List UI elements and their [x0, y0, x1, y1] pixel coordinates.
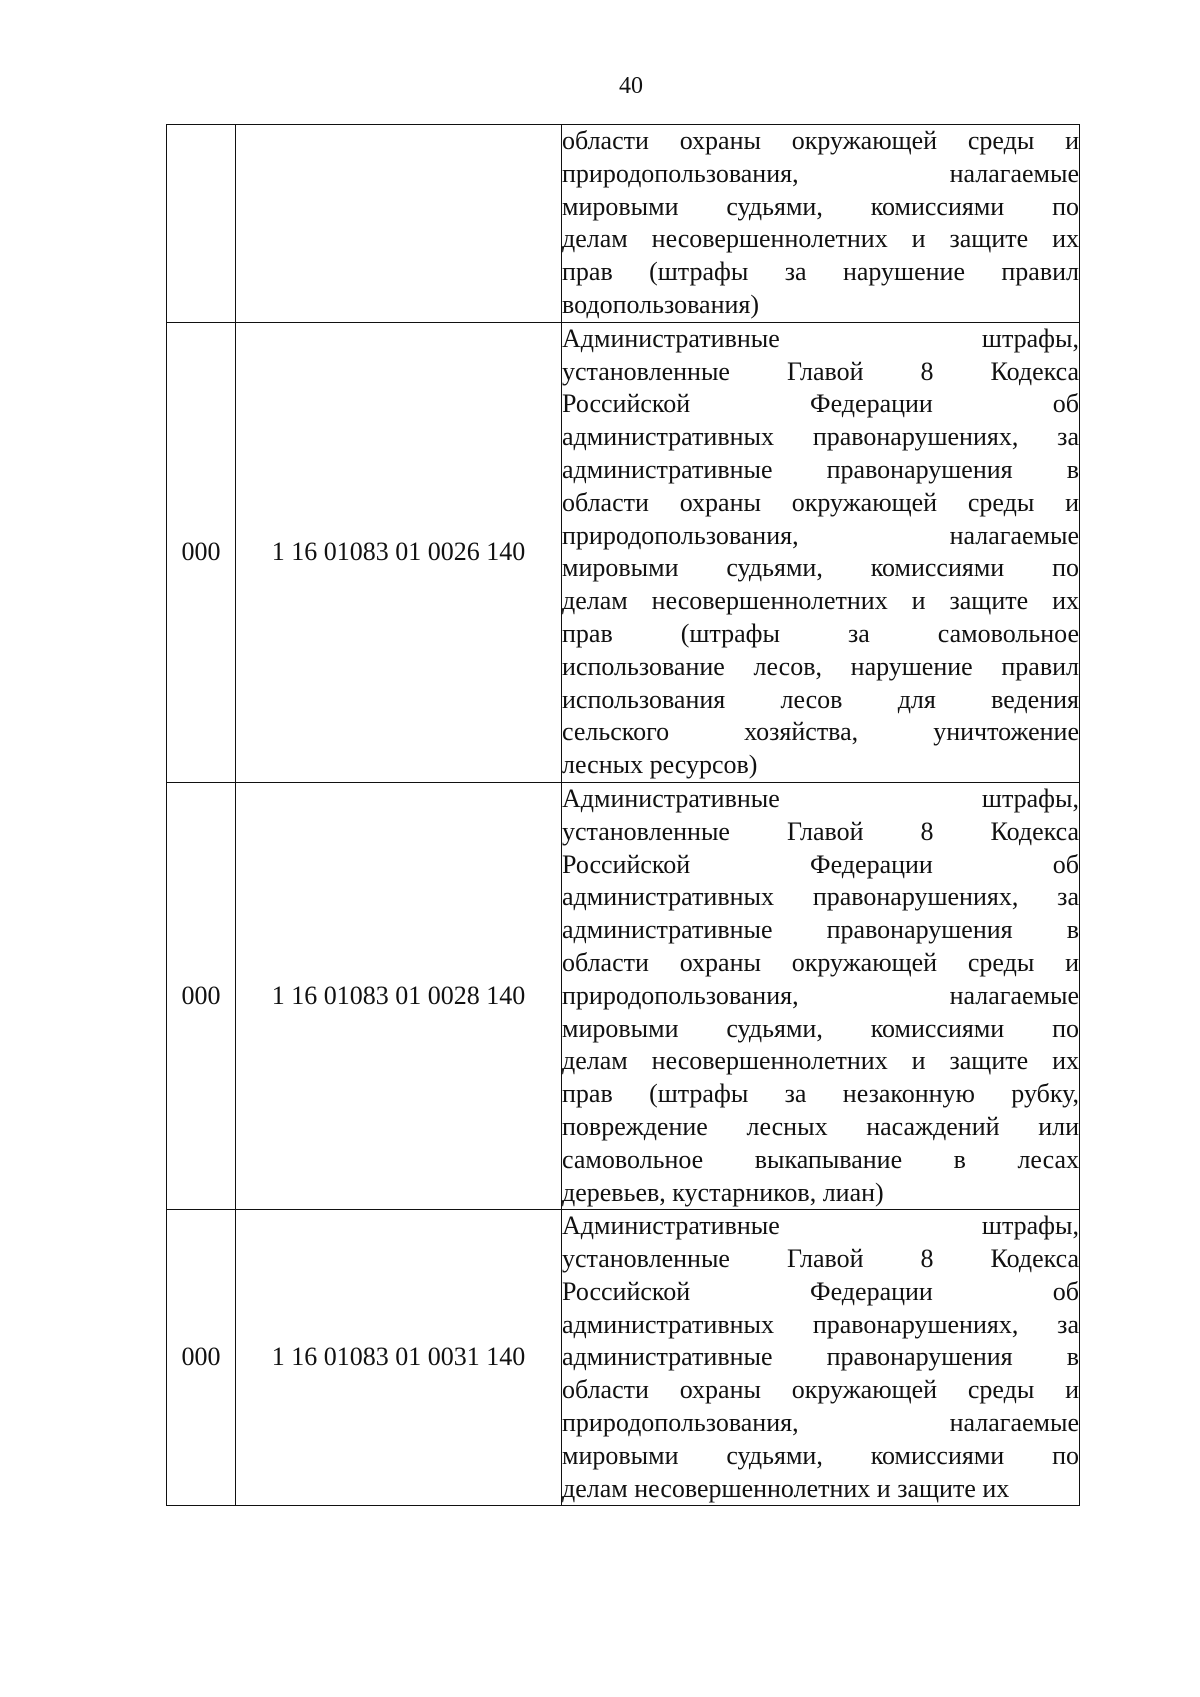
description-line: административные правонарушения в: [562, 915, 1079, 945]
description-line: административных правонарушениях, за: [562, 422, 1079, 452]
description-line: использование лесов, нарушение правил: [562, 651, 1079, 681]
description-line: административных правонарушениях, за: [562, 1309, 1079, 1339]
description-line: сельского хозяйства, уничтожение: [562, 717, 1079, 747]
admin-code-cell: 000: [167, 782, 236, 1209]
description-line: природопользования, налагаемые: [562, 980, 1079, 1010]
description-line: Административные штрафы,: [562, 323, 1079, 353]
description-line: Административные штрафы,: [562, 1211, 1079, 1241]
page-number: 40: [619, 73, 643, 99]
description-line: установленные Главой 8 Кодекса: [562, 356, 1079, 386]
description-line: повреждение лесных насаждений или: [562, 1111, 1079, 1141]
description-line: области охраны окружающей среды и: [562, 487, 1079, 517]
kbk-code-cell: 1 16 01083 01 0031 140: [236, 1210, 562, 1506]
admin-code-cell: 000: [167, 322, 236, 782]
description-cell: [562, 782, 1080, 1209]
description-line: самовольное выкапывание в лесах: [562, 1144, 1079, 1174]
admin-code-cell: 000: [167, 1210, 236, 1506]
description-line: природопользования, налагаемые: [562, 520, 1079, 550]
description-line: Российской Федерации об: [562, 1276, 1079, 1306]
description-line: водопользования): [562, 289, 760, 319]
description-line: области охраны окружающей среды и: [562, 947, 1079, 977]
description-line: Российской Федерации об: [562, 389, 1079, 419]
description-line: делам несовершеннолетних и защите их: [562, 224, 1079, 254]
kbk-code-cell: 1 16 01083 01 0026 140: [236, 322, 562, 782]
description-line: Административные штрафы,: [562, 783, 1079, 813]
description-cell: [562, 1210, 1080, 1506]
description-cell: [562, 322, 1080, 782]
description-line: прав (штрафы за нарушение правил: [562, 257, 1079, 287]
admin-code-cell: [167, 125, 236, 323]
description-line: области охраны окружающей среды и: [562, 1375, 1079, 1405]
table-row: [167, 322, 1080, 782]
description-line: административные правонарушения в: [562, 454, 1079, 484]
description-line: административных правонарушениях, за: [562, 882, 1079, 912]
kbk-code-cell: [236, 125, 562, 323]
description-line: установленные Главой 8 Кодекса: [562, 1244, 1079, 1274]
kbk-code-cell: 1 16 01083 01 0028 140: [236, 782, 562, 1209]
description-line: мировыми судьями, комиссиями по: [562, 1013, 1079, 1043]
description-line: прав (штрафы за незаконную рубку,: [562, 1079, 1079, 1109]
table-row: [167, 125, 1080, 323]
description-cell: [562, 125, 1080, 323]
description-line: административные правонарушения в: [562, 1342, 1079, 1372]
description-line: природопользования, налагаемые: [562, 1408, 1079, 1438]
table-body: [167, 125, 1080, 1506]
description-line: области охраны окружающей среды и: [562, 126, 1079, 155]
description-line: Российской Федерации об: [562, 849, 1079, 879]
table-row: [167, 782, 1080, 1209]
description-line: делам несовершеннолетних и защите их: [562, 1046, 1079, 1076]
description-line: прав (штрафы за самовольное: [562, 618, 1079, 648]
description-line: установленные Главой 8 Кодекса: [562, 816, 1079, 846]
description-line: мировыми судьями, комиссиями по: [562, 191, 1079, 221]
description-line: делам несовершеннолетних и защите их: [562, 1473, 1010, 1503]
description-line: природопользования, налагаемые: [562, 158, 1079, 188]
description-line: использования лесов для ведения: [562, 684, 1079, 714]
description-line: деревьев, кустарников, лиан): [562, 1177, 884, 1207]
budget-classification-table: [166, 124, 1080, 1506]
description-line: мировыми судьями, комиссиями по: [562, 553, 1079, 583]
description-line: мировыми судьями, комиссиями по: [562, 1440, 1079, 1470]
description-line: лесных ресурсов): [562, 750, 758, 780]
table-row: [167, 1210, 1080, 1506]
description-line: делам несовершеннолетних и защите их: [562, 586, 1079, 616]
